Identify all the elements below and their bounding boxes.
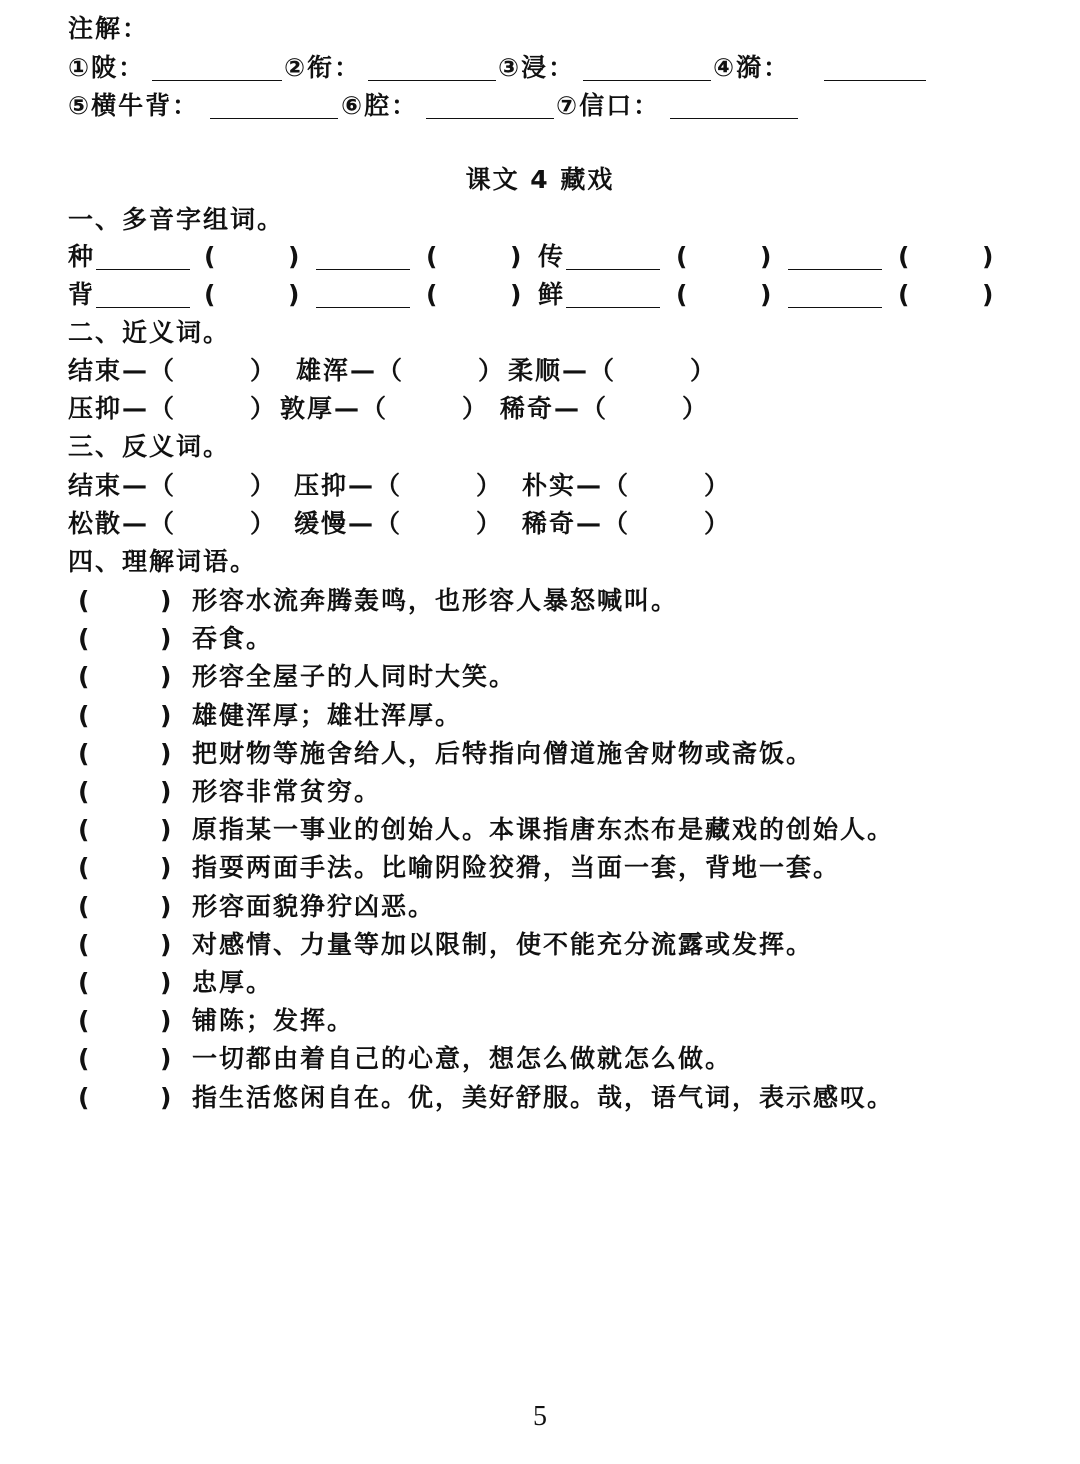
definition-text: 把财物等施舍给人，后特指向僧道施舍财物或斋饭。 xyxy=(192,738,814,768)
close-paren: ) xyxy=(288,280,302,309)
definition-text: 指耍两面手法。比喻阴险狡猾，当面一套，背地一套。 xyxy=(192,853,841,883)
note-answer-blank[interactable] xyxy=(824,80,926,81)
answer-paren-open[interactable]: ( xyxy=(78,853,92,883)
answer-paren-close: ) xyxy=(160,968,174,997)
answer-paren-close: ) xyxy=(160,777,174,806)
answer-paren-open[interactable]: ( xyxy=(78,929,92,959)
answer-paren-close: ) xyxy=(160,1044,174,1074)
antonym-item: 稀奇—（ xyxy=(522,509,631,538)
open-paren: ( xyxy=(898,242,912,271)
answer-paren-open[interactable]: ( xyxy=(78,968,92,997)
close-paren: ） xyxy=(690,356,718,385)
close-paren: ) xyxy=(760,280,774,309)
word-blank[interactable] xyxy=(566,307,660,308)
close-paren: ） xyxy=(682,394,710,423)
definition-text: 形容全屋子的人同时大笑。 xyxy=(192,662,517,692)
open-paren: ( xyxy=(676,280,690,309)
answer-paren-close: ) xyxy=(160,738,174,768)
note-answer-blank[interactable] xyxy=(368,80,496,81)
close-paren: ） xyxy=(476,509,504,538)
close-paren: ） xyxy=(462,394,490,423)
polyphone-char: 背 xyxy=(68,280,96,309)
note-label: ②衔： xyxy=(284,53,362,82)
answer-paren-open[interactable]: ( xyxy=(78,700,92,730)
note-label: ⑥腔： xyxy=(341,91,419,120)
answer-paren-open[interactable]: ( xyxy=(78,777,92,806)
synonym-item: 雄浑—（ xyxy=(296,356,405,385)
notes-row-1 xyxy=(68,51,968,85)
open-paren: ( xyxy=(426,242,440,271)
close-paren: ） xyxy=(250,356,278,385)
definition-text: 原指某一事业的创始人。本课指唐东杰布是藏戏的创始人。 xyxy=(192,815,895,845)
note-label: ⑦信口： xyxy=(556,91,661,120)
open-paren: ( xyxy=(676,242,690,271)
answer-paren-close: ) xyxy=(160,853,174,883)
definition-text: 吞食。 xyxy=(192,624,274,654)
answer-paren-close: ) xyxy=(160,624,174,654)
polyphone-char: 传 xyxy=(538,242,566,271)
answer-paren-close: ) xyxy=(160,586,174,615)
close-paren: ） xyxy=(704,471,732,500)
open-paren: ( xyxy=(426,280,440,309)
close-paren: ） xyxy=(250,509,278,538)
answer-paren-open[interactable]: ( xyxy=(78,586,92,615)
word-blank[interactable] xyxy=(316,269,410,270)
answer-paren-open[interactable]: ( xyxy=(78,891,92,921)
close-paren: ) xyxy=(982,280,996,309)
note-label: ⑤横牛背： xyxy=(68,91,200,120)
definition-text: 形容非常贫穷。 xyxy=(192,777,382,806)
open-paren: ( xyxy=(204,280,218,309)
open-paren: ( xyxy=(204,242,218,271)
close-paren: ) xyxy=(288,242,302,271)
notes-heading: 注解： xyxy=(68,14,150,43)
antonym-item: 松散—（ xyxy=(68,509,177,538)
synonym-item: 柔顺—（ xyxy=(508,356,617,385)
answer-paren-close: ) xyxy=(160,1006,174,1036)
page-number: 5 xyxy=(533,1401,547,1432)
answer-paren-open[interactable]: ( xyxy=(78,1006,92,1036)
close-paren: ） xyxy=(250,394,278,423)
word-blank[interactable] xyxy=(788,307,882,308)
definition-text: 忠厚。 xyxy=(192,968,274,997)
answer-paren-open[interactable]: ( xyxy=(78,815,92,845)
answer-paren-open[interactable]: ( xyxy=(78,662,92,692)
definition-text: 一切都由着自己的心意，想怎么做就怎么做。 xyxy=(192,1044,733,1074)
close-paren: ） xyxy=(704,509,732,538)
answer-paren-open[interactable]: ( xyxy=(78,738,92,768)
definition-text: 形容水流奔腾轰鸣，也形容人暴怒喊叫。 xyxy=(192,586,679,615)
synonym-item: 稀奇—（ xyxy=(500,394,609,423)
close-paren: ) xyxy=(510,280,524,309)
open-paren: ( xyxy=(898,280,912,309)
word-blank[interactable] xyxy=(96,269,190,270)
antonym-item: 朴实—（ xyxy=(522,471,631,500)
polyphone-char: 种 xyxy=(68,242,96,271)
answer-paren-open[interactable]: ( xyxy=(78,1082,92,1112)
note-answer-blank[interactable] xyxy=(670,118,798,119)
word-blank[interactable] xyxy=(788,269,882,270)
antonym-item: 结束—（ xyxy=(68,471,177,500)
antonym-row xyxy=(68,469,768,503)
close-paren: ） xyxy=(250,471,278,500)
antonym-item: 压抑—（ xyxy=(294,471,403,500)
section-2-heading: 二、近义词。 xyxy=(68,318,231,347)
note-answer-blank[interactable] xyxy=(210,118,338,119)
answer-paren-close: ) xyxy=(160,815,174,845)
definition-text: 雄健浑厚；雄壮浑厚。 xyxy=(192,700,463,730)
note-label: ③浸： xyxy=(498,53,576,82)
close-paren: ） xyxy=(478,356,506,385)
synonym-item: 压抑—（ xyxy=(68,394,177,423)
word-blank[interactable] xyxy=(316,307,410,308)
polyphone-char: 鲜 xyxy=(538,280,566,309)
definition-text: 铺陈；发挥。 xyxy=(192,1006,355,1036)
definition-text: 对感情、力量等加以限制，使不能充分流露或发挥。 xyxy=(192,929,814,959)
close-paren: ) xyxy=(760,242,774,271)
lesson-title: 课文 4 藏戏 xyxy=(465,165,615,194)
answer-paren-close: ) xyxy=(160,662,174,692)
note-label: ①陂： xyxy=(68,53,146,82)
close-paren: ) xyxy=(982,242,996,271)
polyphone-row xyxy=(68,240,1008,274)
answer-paren-close: ) xyxy=(160,700,174,730)
word-blank[interactable] xyxy=(96,307,190,308)
definition-text: 指生活悠闲自在。优，美好舒服。哉，语气词，表示感叹。 xyxy=(192,1082,895,1112)
note-answer-blank[interactable] xyxy=(426,118,554,119)
section-1-heading: 一、多音字组词。 xyxy=(68,205,285,234)
word-blank[interactable] xyxy=(566,269,660,270)
note-answer-blank[interactable] xyxy=(583,80,711,81)
answer-paren-open[interactable]: ( xyxy=(78,1044,92,1074)
definition-text: 形容面貌狰狞凶恶。 xyxy=(192,891,436,921)
antonym-item: 缓慢—（ xyxy=(294,509,403,538)
antonym-row xyxy=(68,507,768,541)
answer-paren-close: ) xyxy=(160,891,174,921)
close-paren: ) xyxy=(510,242,524,271)
polyphone-row xyxy=(68,278,1008,312)
note-label: ④漪： xyxy=(713,53,791,82)
synonym-item: 结束—（ xyxy=(68,356,177,385)
answer-paren-close: ) xyxy=(160,929,174,959)
note-answer-blank[interactable] xyxy=(152,80,282,81)
answer-paren-open[interactable]: ( xyxy=(78,624,92,654)
synonym-item: 敦厚—（ xyxy=(280,394,389,423)
synonym-row xyxy=(68,392,768,426)
notes-row-2 xyxy=(68,89,968,123)
section-4-heading: 四、理解词语。 xyxy=(68,547,258,576)
close-paren: ） xyxy=(476,471,504,500)
answer-paren-close: ) xyxy=(160,1082,174,1112)
section-3-heading: 三、反义词。 xyxy=(68,432,231,461)
synonym-row xyxy=(68,354,768,388)
